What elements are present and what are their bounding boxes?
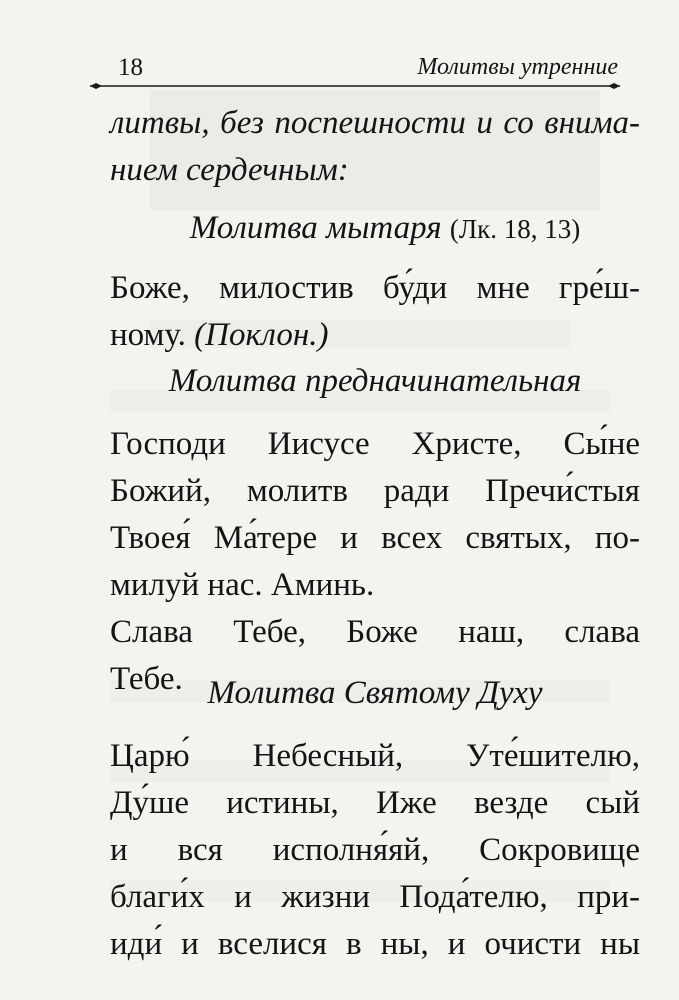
text-line: Боже, милостив бу́ди мне гре́ш-	[110, 270, 640, 306]
text-line: Твоея́ Ма́тере и всех святых, по-	[110, 520, 640, 556]
text-line: нием сердечным:	[110, 152, 349, 188]
heading-title: Молитва мытаря	[189, 210, 442, 246]
intro-paragraph	[110, 100, 640, 194]
text-line: Ду́ше истины, Иже везде сый	[110, 785, 640, 821]
text-line: иди́ и вселися в ны, и очисти ны	[110, 926, 640, 962]
prayer-text: ному.	[110, 317, 195, 353]
text-line: Господи Иисусе Христе, Сы́не	[110, 426, 640, 462]
text-line: милуй нас. Аминь.	[110, 567, 375, 603]
section-initial-prayer	[110, 358, 640, 703]
text-line: и вся исполня́яй, Сокровище	[110, 832, 640, 868]
section-heading	[110, 205, 640, 253]
rubric-note: (Поклон.)	[194, 317, 329, 353]
text-line: литвы, без поспешности и со внима-	[110, 105, 640, 141]
text-line	[110, 312, 640, 359]
section-publican	[110, 205, 640, 359]
text-line: Божий, молитв ради Пречи́стыя	[110, 473, 640, 509]
running-title: Молитвы утренние	[417, 54, 618, 80]
decorative-rule-icon	[90, 82, 620, 90]
text-line: благи́х и жизни Пода́телю, при-	[110, 879, 640, 915]
text-line: Тебе.	[110, 661, 183, 697]
page-number: 18	[118, 54, 143, 81]
section-heading: Молитва Святому Духу	[207, 675, 543, 711]
text-line: Слава Тебе, Боже наш, слава	[110, 614, 640, 650]
section-holy-spirit	[110, 670, 640, 968]
section-heading: Молитва предначинательная	[168, 363, 582, 399]
page-header	[90, 48, 620, 88]
scripture-reference: (Лк. 18, 13)	[449, 214, 581, 244]
text-line: Царю́ Небесный, Уте́шителю,	[110, 738, 640, 774]
